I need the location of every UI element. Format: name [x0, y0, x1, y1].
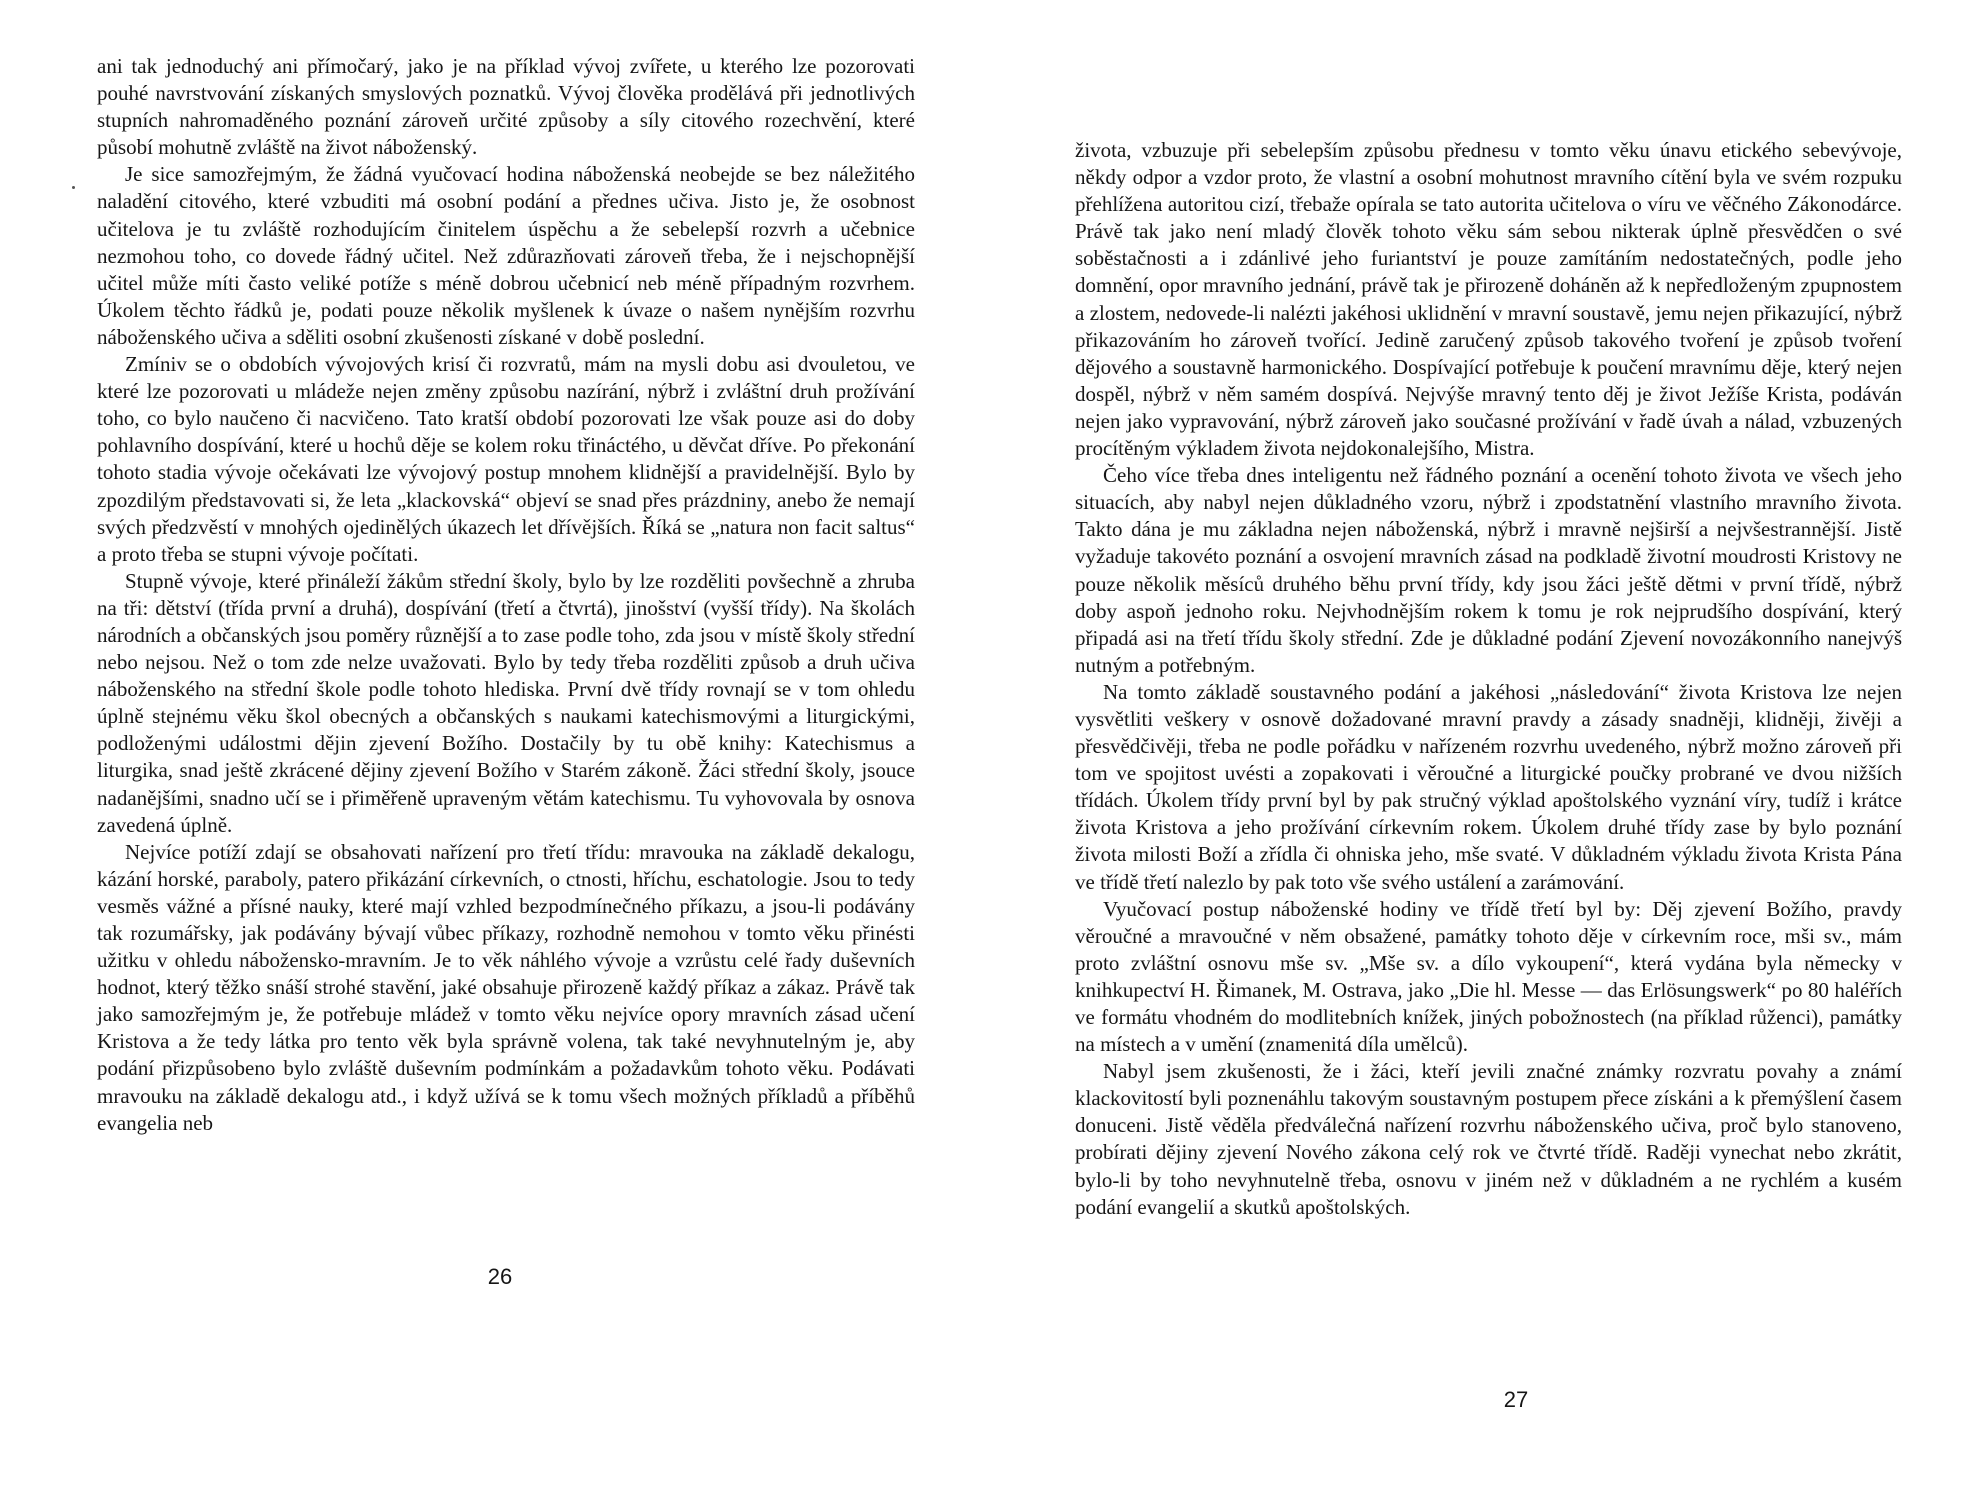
paragraph: Je sice samozřejmým, že žádná vyučovací hodina náboženská neobejde se bez náležitého naladění citového, které vzbuditi má osobní podání a přednes učiva. Jisto je, že osobnost učitelova je tu zvláště rozhodujícím činitelem úspěchu a že sebelepší rozvrh a učebnice nezmohou toho, co dovede řádný učitel. Než zdůrazňovati zároveň třeba, že i nejschopnější učitel může míti často veliké potíže s méně dobrou učebnicí neb méně případným rozvrhem. Úkolem těchto řádků je, podati pouze několik myšlenek k úvaze o našem nynějším rozvrhu náboženského učiva a sděliti osobní zkušenosti získané v době poslední.: [97, 162, 915, 349]
paragraph: Vyučovací postup náboženské hodiny ve třídě třetí byl by: Děj zjevení Božího, pravdy věroučné a mravoučné v něm obsažené, památky tohoto děje v církevním roce, mši sv., mám proto zvláštní osnovu mše sv. „Mše sv. a dílo vykoupení“, která vydána byla německy v knihkupectví H. Řimanek, M. Ostrava, jako „Die hl. Messe — das Erlösungswerk“ po 80 haléřích ve formátu vhodném do modlitebních knížek, jiných pobožnostech (na příklad růženci), památky na místech a v umění (znamenitá díla umělců).: [1075, 896, 1902, 1057]
print-speck: [72, 186, 75, 189]
paragraph: Zmíniv se o obdobích vývojových krisí či rozvratů, mám na mysli dobu asi dvouletou, ve které lze pozorovati u mládeže nejen změny způsobu nazírání, nýbrž i zvláštní druh prožívání toho, co bylo naučeno či nacvičeno. Tato kratší období pozorovati lze však pouze asi do doby pohlavního dospívání, které u hochů děje se kolem roku třináctého, u děvčat dříve. Po překonání tohoto stadia vývoje očekávati lze vývojový postup mnohem klidnější a pravidelnější. Bylo by zpozdilým představovati si, že leta „klackovská“ objeví se snad přes prázdniny, anebo že nemají svých předzvěstí v mnohých ojedinělých úkazech let dřívějších. Říká se „natura non facit saltus“ a proto třeba se stupni vývoje počítati.: [97, 352, 915, 566]
paragraph: života, vzbuzuje při sebelepším způsobu přednesu v tomto věku únavu etického sebevývoje, někdy odpor a vzdor proto, že vlastní a osobní mohutnost mravního cítění byla ve svém rozpuku přehlížena autoritou cizí, třebaže opírala se tato autorita učitelova o víru ve věčného Zákonodárce. Právě tak jako není mladý člověk tohoto věku sám sebou nikterak úplně přesvědčen o své soběstačnosti a i zdánlivé jeho furiantství je pouze zamítáním nedostatečných, podle jeho domnění, opor mravního jednání, právě tak je přirozeně doháněn až k nepředloženým zpupnostem a zlostem, nedovede-li nalézti jakéhosi uklidnění v mravní soustavě, jemu nejen přikazující, nýbrž přikazováním ho zároveň tvořící. Jedině zaručený způsob takového tvoření je způsob tvoření dějového a soustavně harmonického. Dospívající potřebuje k poučení mravnímu děje, který nejen dospěl, nýbrž v něm samém dospívá. Nejvýše mravný tento děj je život Ježíše Krista, podáván nejen jako vypravování, nýbrž zároveň jako současné prožívání v řadě úvah a nálad, vzbuzených procítěným výkladem života nejdokonalejšího, Mistra.: [1075, 138, 1902, 461]
paragraph: Stupně vývoje, které přináleží žákům střední školy, bylo by lze rozděliti povšechně a zhruba na tři: dětství (třída první a druhá), dospívání (třetí a čtvrtá), jinošství (vyšší třídy). Na školách národních a občanských jsou poměry různější a to zase podle toho, zda jsou v místě školy střední nebo nejsou. Než o tom zde nelze uvažovati. Bylo by tedy třeba rozděliti způsob a druh učiva náboženského na střední škole podle tohoto hlediska. První dvě třídy rovnají se v tom ohledu úplně stejnému věku škol obecných a občanských s naukami katechismovými a liturgickými, podloženými událostmi dějin zjevení Božího. Dostačily by tu obě knihy: Katechismus a liturgika, snad ještě zkrácené dějiny zjevení Božího v Starém zákoně. Žáci střední školy, jsouce nadanějšími, snadno učí se i přiměřeně upraveným větám katechismu. Tu vyhovovala by osnova zavedená úplně.: [97, 568, 915, 837]
paragraph: ani tak jednoduchý ani přímočarý, jako je na příklad vývoj zvířete, u kterého lze pozorovati pouhé navrstvování získaných smyslových poznatků. Vývoj člověka prodělává při jednotlivých stupních nahromaděného poznání zároveň určité způsoby a síly citového rozechvění, které působí mohutně zvláště na život náboženský.: [97, 54, 915, 160]
left-page-text: [97, 53, 915, 1137]
paragraph: Čeho více třeba dnes inteligentu než řádného poznání a ocenění tohoto života ve všech jeho situacích, aby nabyl nejen důkladného vzoru, nýbrž i zpodstatnění vlastního mravního života. Takto dána je mu základna nejen náboženská, nýbrž i mravně nejširší a nejvšestrannější. Jistě vyžaduje takovéto poznání a osvojení mravních zásad na podkladě životní moudrosti Kristovy ne pouze několik měsíců druhého běhu první třídy, kdy jsou žáci ještě dětmi v první třídě, nýbrž doby aspoň jednoho roku. Nejvhodnějším rokem k tomu je rok nejprudšího dospívání, který připadá asi na třetí třídu školy střední. Zde je důkladné podání Zjevení novozákonního nanejvýš nutným a potřebným.: [1075, 463, 1902, 677]
right-page-text: [1075, 137, 1902, 1221]
paragraph: Na tomto základě soustavného podání a jakéhosi „následování“ života Kristova lze nejen vysvětliti veškery v osnově dožadované mravní pravdy a zásady snadněji, klidněji, živěji a přesvědčivěji, třeba ne podle pořádku v nařízeném rozvrhu uvedeného, nýbrž možno zároveň při tom ve spojitost uvésti a zopakovati i věroučné a liturgické poučky probrané ve dvou nižších třídách. Úkolem třídy první byl by pak stručný výklad apoštolského vyznání víry, tudíž i krátce života Kristova a jeho prožívání církevním rokem. Úkolem druhé třídy zase by bylo poznání života milosti Boží a zřídla či ohniska jeho, mše svaté. V důkladném výkladu života Krista Pána ve třídě třetí nalezlo by pak toto vše svého ustálení a zarámování.: [1075, 679, 1902, 894]
page-number: 27: [1503, 1387, 1529, 1412]
paragraph: Nabyl jsem zkušenosti, že i žáci, kteří jevili značné známky rozvratu povahy a známí klackovitostí byli poznenáhlu takovým soustavným postupem přece získáni a k přemýšlení časem donuceni. Jistě věděla předválečná nařízení rozvrhu náboženského učiva, proč bylo stanoveno, probírati dějiny zjevení Nového zákona celý rok ve čtvrté třídě. Raději vynechat nebo zkrátit, bylo-li by toho nevyhnutelně třeba, osnovu v jiném než v důkladném a ne rychlém a kusém podání evangelií a skutků apoštolských.: [1075, 1059, 1902, 1219]
page-number: 26: [487, 1264, 513, 1289]
paragraph: Nejvíce potíží zdají se obsahovati nařízení pro třetí třídu: mravouka na základě dekalogu, kázání horské, paraboly, patero přikázání církevních, o ctnosti, hříchu, eschatologie. Jsou to tedy vesměs vážné a přísné nauky, které mají vzhled bezpodmínečného příkazu, a jsou-li podávány tak rozumářsky, jak podávány bývají vůbec příkazy, rozhodně nemohou v tomto věku přinésti užitku v ohledu nábožensko-mravním. Je to věk náhlého vývoje a vzrůstu celé řady duševních hodnot, který těžko snáší strohé stavění, jaké obsahuje přirozeně každý příkaz a zákaz. Právě tak jako samozřejmým je, že potřebuje mládež v tomto věku nejvíce opory mravních zásad učení Kristova a že tedy látka pro tento věk byla správně volena, tak také nevyhnutelným je, aby podání přizpůsobeno bylo zvláště duševním podmínkám a požadavkům tohoto věku. Podávati mravouku na základě dekalogu atd., i když užívá se k tomu všech možných příkladů a příběhů evangelia neb: [97, 839, 915, 1135]
right-page: [987, 0, 1974, 1500]
